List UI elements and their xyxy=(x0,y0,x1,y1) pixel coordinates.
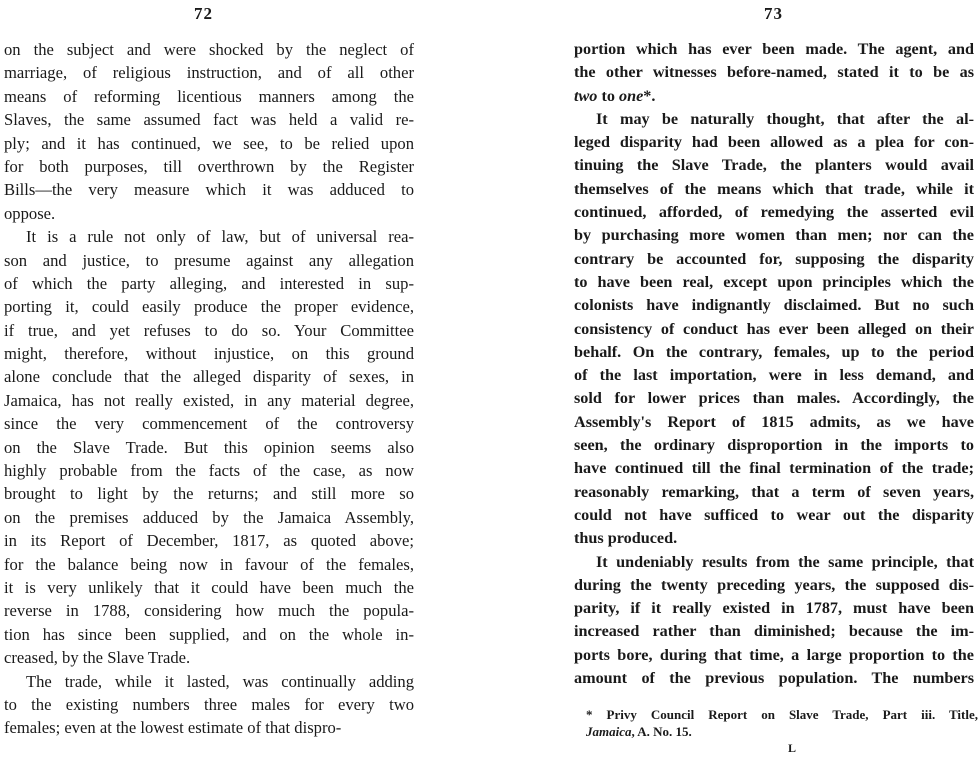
text-line: on the subject and were shocked by the neglect of xyxy=(4,40,414,59)
text-line: consistency of conduct has ever been alleged on their xyxy=(574,319,974,338)
text-line: oppose. xyxy=(4,203,56,223)
text-line: might, therefore, without injustice, on this ground xyxy=(4,344,414,364)
text-line: on the Slave Trade. But this opinion seems also xyxy=(4,437,414,457)
left-page-text xyxy=(4,38,414,740)
footnote-place: Jamaica xyxy=(586,724,632,739)
text-line: Jamaica, has not really existed, in any material degree, xyxy=(4,390,414,410)
text-line: means of reforming licentious manners among the xyxy=(4,86,414,106)
text-line: to have been real, except upon principles which the xyxy=(574,272,974,291)
text-line: tion has since been supplied, and on the whole in- xyxy=(4,624,414,644)
text-line: It is a rule not only of law, but of universal rea- xyxy=(26,227,414,247)
text-line: reasonably remarking, that a term of seven years, xyxy=(574,482,974,501)
text-line: highly probable from the facts of the case, as now xyxy=(4,461,414,481)
text-line: on the premises adduced by the Jamaica Assembly, xyxy=(4,507,414,527)
text-line: Assembly's Report of 1815 admits, as we have xyxy=(574,412,974,431)
text-line: reverse in 1788, considering how much the popula- xyxy=(4,601,414,621)
page-number-right: 73 xyxy=(764,4,783,23)
text-line: sold for lower prices than males. Accordingly, the xyxy=(574,389,974,408)
text-line: amount of the previous population. The numbers xyxy=(574,669,974,688)
text-line: son and justice, to presume against any allegation xyxy=(4,250,414,270)
text-line: increased rather than diminished; because the im- xyxy=(574,622,974,641)
ratio-two: two xyxy=(574,86,598,105)
text-line: continued, afforded, of remedying the asserted evil xyxy=(574,203,974,222)
signature-mark: L xyxy=(788,741,797,755)
text-line: it is very unlikely that it could have been much the xyxy=(4,577,414,597)
right-page-body xyxy=(574,108,974,690)
text-line: in its Report of December, 1817, as quoted above; xyxy=(4,531,414,551)
text-line-ratio xyxy=(574,85,974,108)
ratio-to: to xyxy=(597,86,619,105)
right-page-text xyxy=(574,38,974,690)
text-line: porting it, could easily produce the proper evidence, xyxy=(4,297,414,317)
page-number-left: 72 xyxy=(194,4,213,23)
text-line: leged disparity had been allowed as a plea for con- xyxy=(574,133,974,152)
text-line: seen, the ordinary disproportion in the imports to xyxy=(574,436,974,455)
text-line: behalf. On the contrary, females, up to the period xyxy=(574,342,974,361)
text-line: tinuing the Slave Trade, the planters would avail xyxy=(574,156,974,175)
text-line: of the last importation, were in less demand, and xyxy=(574,366,974,385)
text-line: brought to light by the returns; and still more so xyxy=(4,484,414,504)
text-line: marriage, of religious instruction, and of all other xyxy=(4,63,414,83)
text-line: contrary be accounted for, supposing the disparity xyxy=(574,249,974,268)
text-line: during the twenty preceding years, the supposed dis- xyxy=(574,575,974,594)
footnote-line xyxy=(586,723,978,740)
text-line: ports bore, during that time, a large proportion to the xyxy=(574,645,974,664)
footnote-rest: , A. No. 15. xyxy=(631,724,692,739)
text-line: for the balance being now in favour of the females, xyxy=(4,554,414,574)
text-line: the other witnesses before-named, stated it to be as xyxy=(574,63,974,82)
text-line: since the very commencement of the controversy xyxy=(4,414,414,434)
text-line: alone conclude that the alleged disparity of sexes, in xyxy=(4,367,414,387)
text-line: Bills—the very measure which it was adduced to xyxy=(4,180,414,200)
footnote xyxy=(586,706,978,740)
text-line: The trade, while it lasted, was continually adding xyxy=(26,671,414,691)
footnote-line: * Privy Council Report on Slave Trade, Part iii. Title, xyxy=(586,707,978,722)
text-line: themselves of the means which that trade, while it xyxy=(574,179,974,198)
text-line: have continued till the final termination of the trade; xyxy=(574,459,974,478)
text-line: to the existing numbers three males for every two xyxy=(4,694,414,714)
text-line: by purchasing more women than men; nor can the xyxy=(574,226,974,245)
text-line: thus produced. xyxy=(574,529,678,548)
text-line: It may be naturally thought, that after the al- xyxy=(596,109,974,128)
text-line: creased, by the Slave Trade. xyxy=(4,648,191,668)
text-line: portion which has ever been made. The agent, and xyxy=(574,40,974,58)
ratio-one: one xyxy=(618,86,644,105)
text-line: parity, if it really existed in 1787, must have been xyxy=(574,599,974,618)
text-line: Slaves, the same assumed fact was held a valid re- xyxy=(4,110,414,130)
footnote-marker: *. xyxy=(643,86,656,105)
text-line: for both purposes, till overthrown by the Register xyxy=(4,156,414,176)
text-line: colonists have indignantly disclaimed. But no such xyxy=(574,296,974,315)
text-line: of which the party alleging, and interested in sup- xyxy=(4,273,414,293)
text-line: could not have sufficed to wear out the disparity xyxy=(574,505,974,524)
text-line: It undeniably results from the same principle, that xyxy=(596,552,974,571)
text-line: if true, and yet refuses to do so. Your Committee xyxy=(4,320,414,340)
text-line: ply; and it has continued, we see, to be relied upon xyxy=(4,133,414,153)
text-line: females; even at the lowest estimate of that dispro- xyxy=(4,718,342,738)
